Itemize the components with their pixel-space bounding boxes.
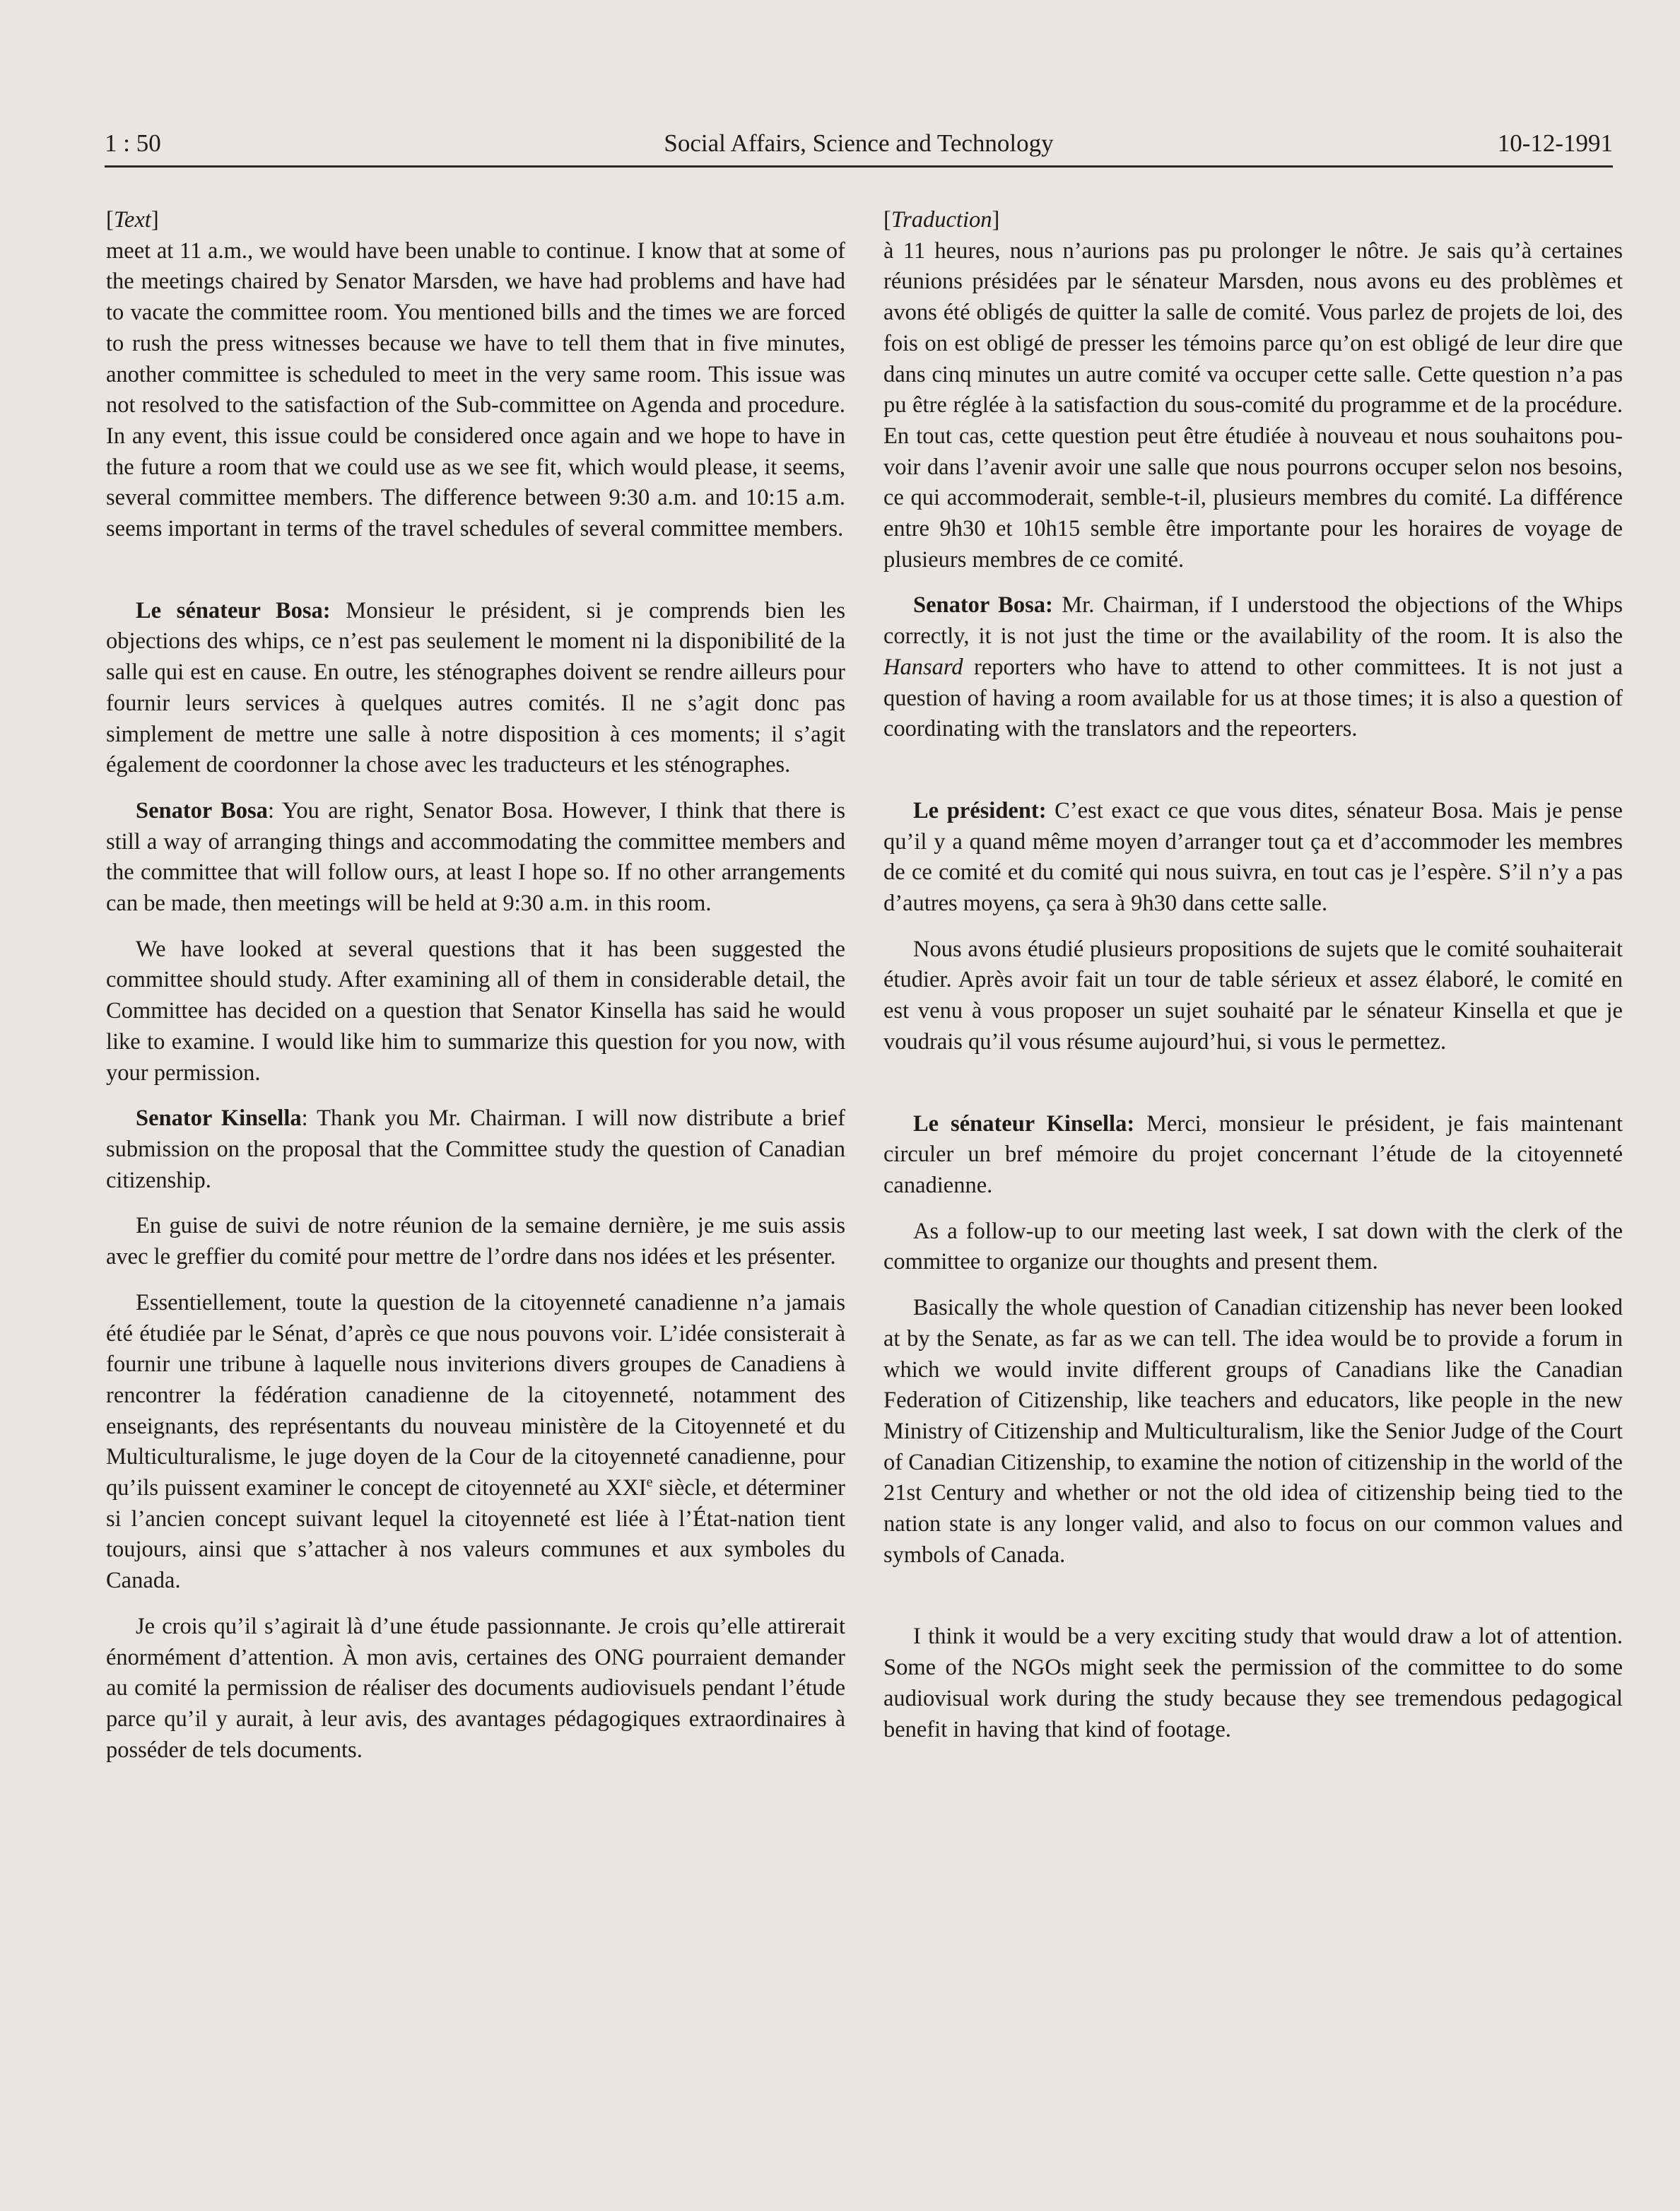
header-date: 10-12-1991 — [1497, 129, 1613, 157]
paragraph: Essentiellement, toute la question de la citoyenneté canadienne n’a jamais été étudiée par le Sénat, d’après ce que nous pouvons voir. L’idée consisterait à fournir une tribune à laquelle nous inviterions divers groupes de Canadiens à rencontrer la fédération canadienne de la citoyenneté, notamment des enseignants, des représentants du nouveau ministère de la Citoyenneté et du Multiculturalisme, le juge doyen de la Cour de la citoyenneté canadienne, pour qu’ils puissent examiner le concept de citoyenneté au XXIe siècle, et déterminer si l’ancien concept suivant lequel la citoyenneté est liée à l’État-nation tient toujours, ainsi que s’attacher à nos valeurs communes et aux symboles du Canada. — [106, 1289, 845, 1594]
page-header — [105, 127, 1613, 168]
speaker-paragraph: Senator Bosa: Mr. Chairman, if I understood the objections of the Whips correctly, it is not just the time or the availability of the room. It is also the Hansard reporters who have to attend to other committees. It is not just a question of having a room available for us at those times; it is also a question of coordinating with the translators and the repeorters. — [883, 592, 1623, 742]
paragraph: I think it would be a very exciting study that would draw a lot of attention. Some of the NGOs might seek the permission of the committee to do some audiovisual work during the study because they see tremendous pedagogical benefit in having that kind of footage. — [883, 1624, 1623, 1742]
speaker-name: Le sénateur Kinsella: — [913, 1110, 1135, 1137]
paragraph: à 11 heures, nous n’aurions pas pu prolonger le nôtre. Je sais qu’à certaines réunions présidées par le sénateur Marsden, nous avons eu des problèmes et avons été obligés de quitter la salle de comité. Vous parlez de projets de loi, des fois on est obligé de presser les témoins parce qu’on est obligé de leur dire que dans cinq minutes un autre comité va occuper cette salle. Cette question n’a pas pu être réglée à la satisfaction du sous-comité du programme et de la procédure. En tout cas, cette question peut être étudiée à nouveau et nous souhaitons pouvoir dans l’avenir avoir une salle que nous pourrons occuper selon nos besoins, ce qui accommoderait, semble-t-il, plusieurs membres du comité. La différence entre 9h30 et 10h15 semble être importante pour les horaires de voyage de plusieurs membres de ce comité. — [883, 237, 1623, 573]
speaker-name: Senator Bosa: — [913, 592, 1053, 618]
paragraph: Je crois qu’il s’agirait là d’une étude passionnante. Je crois qu’elle attirerait énormément d’attention. À mon avis, certaines des ONG pourraient demander au comité la permission de réaliser des documents audiovisuels pendant l’étude parce qu’il y aurait, à leur avis, des avantages pédagogiques extraordinaires à posséder de tels documents. — [106, 1613, 845, 1763]
page-number: 1 : 50 — [105, 129, 161, 157]
paragraph: Basically the whole question of Canadian citizenship has never been looked at by the Senate, as far as we can tell. The idea would be to provide a forum in which we would invite different groups of Canadians like the Canadian Federation of Citizenship, like teachers and educators, like people in the new Ministry of Citizenship and Multiculturalism, like the Senior Judge of the Court of Canadian Citizenship, to examine the notion of citizenship in the world of the 21st Century and whether or not the old idea of citizenship being tied to the nation state is any longer valid, and also to focus on our common values and symbols of Canada. — [883, 1295, 1623, 1568]
speaker-paragraph: Senator Kinsella: Thank you Mr. Chairman. I will now distribute a brief submission on the proposal that the Committee study the question of Canadian citizenship. — [106, 1106, 845, 1193]
speaker-name: Le sénateur Bosa: — [136, 597, 331, 623]
left-column — [106, 205, 845, 1766]
paragraph: Nous avons étudié plusieurs propositions de sujets que le comité souhaiterait étudier. Après avoir fait un tour de table sérieux et assez élaboré, le comité en est venu à vous proposer un sujet souhaité par le sénateur Kinsella et que je voudrais qu’il vous résume aujourd’hui, si vous le permettez. — [883, 936, 1623, 1055]
paragraph: meet at 11 a.m., we would have been unable to continue. I know that at some of the meetings chaired by Senator Marsden, we have had problems and have had to vacate the committee room. You mentioned bills and the times we are forced to rush the press witnesses because we have to tell them that in five minutes, another committee is scheduled to meet in the very same room. This issue was not resolved to the satisfaction of the Sub-committee on Agenda and procedure. In any event, this issue could be considered once again and we hope to have in the future a room that we could use as we see fit, which would please, it seems, several committee members. The difference between 9:30 a.m. and 10:15 a.m. seems important in terms of the travel schedules of several committee members. — [106, 237, 845, 542]
speaker-paragraph: Le sénateur Kinsella: Merci, monsieur le président, je fais maintenant circuler un bref mémoire du projet concernant l’étude de la citoyenneté canadienne. — [883, 1110, 1623, 1198]
speaker-name: Senator Bosa — [136, 797, 268, 823]
speaker-name: Senator Kinsella — [136, 1106, 302, 1132]
running-title: Social Affairs, Science and Technology — [664, 129, 1054, 157]
language-tag: [Traduction] — [883, 207, 1000, 233]
paragraph: As a follow-up to our meeting last week, I sat down with the clerk of the committee to organize our thoughts and present them. — [883, 1218, 1623, 1275]
speaker-paragraph: Le président: C’est exact ce que vous dites, sénateur Bosa. Mais je pense qu’il y a quand même moyen d’arranger tout ça et d’accommoder les membres de ce comité et du comité qui nous suivra, en tout cas je l’espère. S’il n’y a pas d’autres moyens, ça sera à 9h30 dans cette salle. — [883, 797, 1623, 917]
speaker-paragraph: Senator Bosa: You are right, Senator Bosa. However, I think that there is still a way of arranging things and accommodating the committee members and the committee that will follow ours, at least I hope so. If no other arrangements can be made, then meetings will be held at 9:30 a.m. in this room. — [106, 797, 846, 917]
paragraph: We have looked at several questions that it has been suggested the committee should study. After examining all of them in considerable detail, the Committee has decided on a question that Senator Kinsella has said he would like to examine. I would like him to summarize this question for you now, with your permission. — [106, 936, 845, 1086]
paragraph: En guise de suivi de notre réunion de la semaine dernière, je me suis assis avec le greffier du comité pour mettre de l’ordre dans nos idées et les présenter. — [106, 1213, 845, 1270]
speaker-paragraph: Le sénateur Bosa: Monsieur le président, si je comprends bien les objections des whips, ce n’est pas seulement le moment ni la disponibilité de la salle qui est en cause. En outre, les sténographes doivent se rendre ailleurs pour fournir leurs services à quelques autres comités. Il ne s’agit donc pas simplement de mettre une salle à notre disposition à ces moments; il s’agit également de coordonner la chose avec les traducteurs et les sténographes. — [106, 597, 845, 778]
speaker-name: Le président: — [913, 797, 1047, 823]
right-column — [883, 205, 1623, 1745]
language-tag: [Text] — [106, 207, 159, 233]
